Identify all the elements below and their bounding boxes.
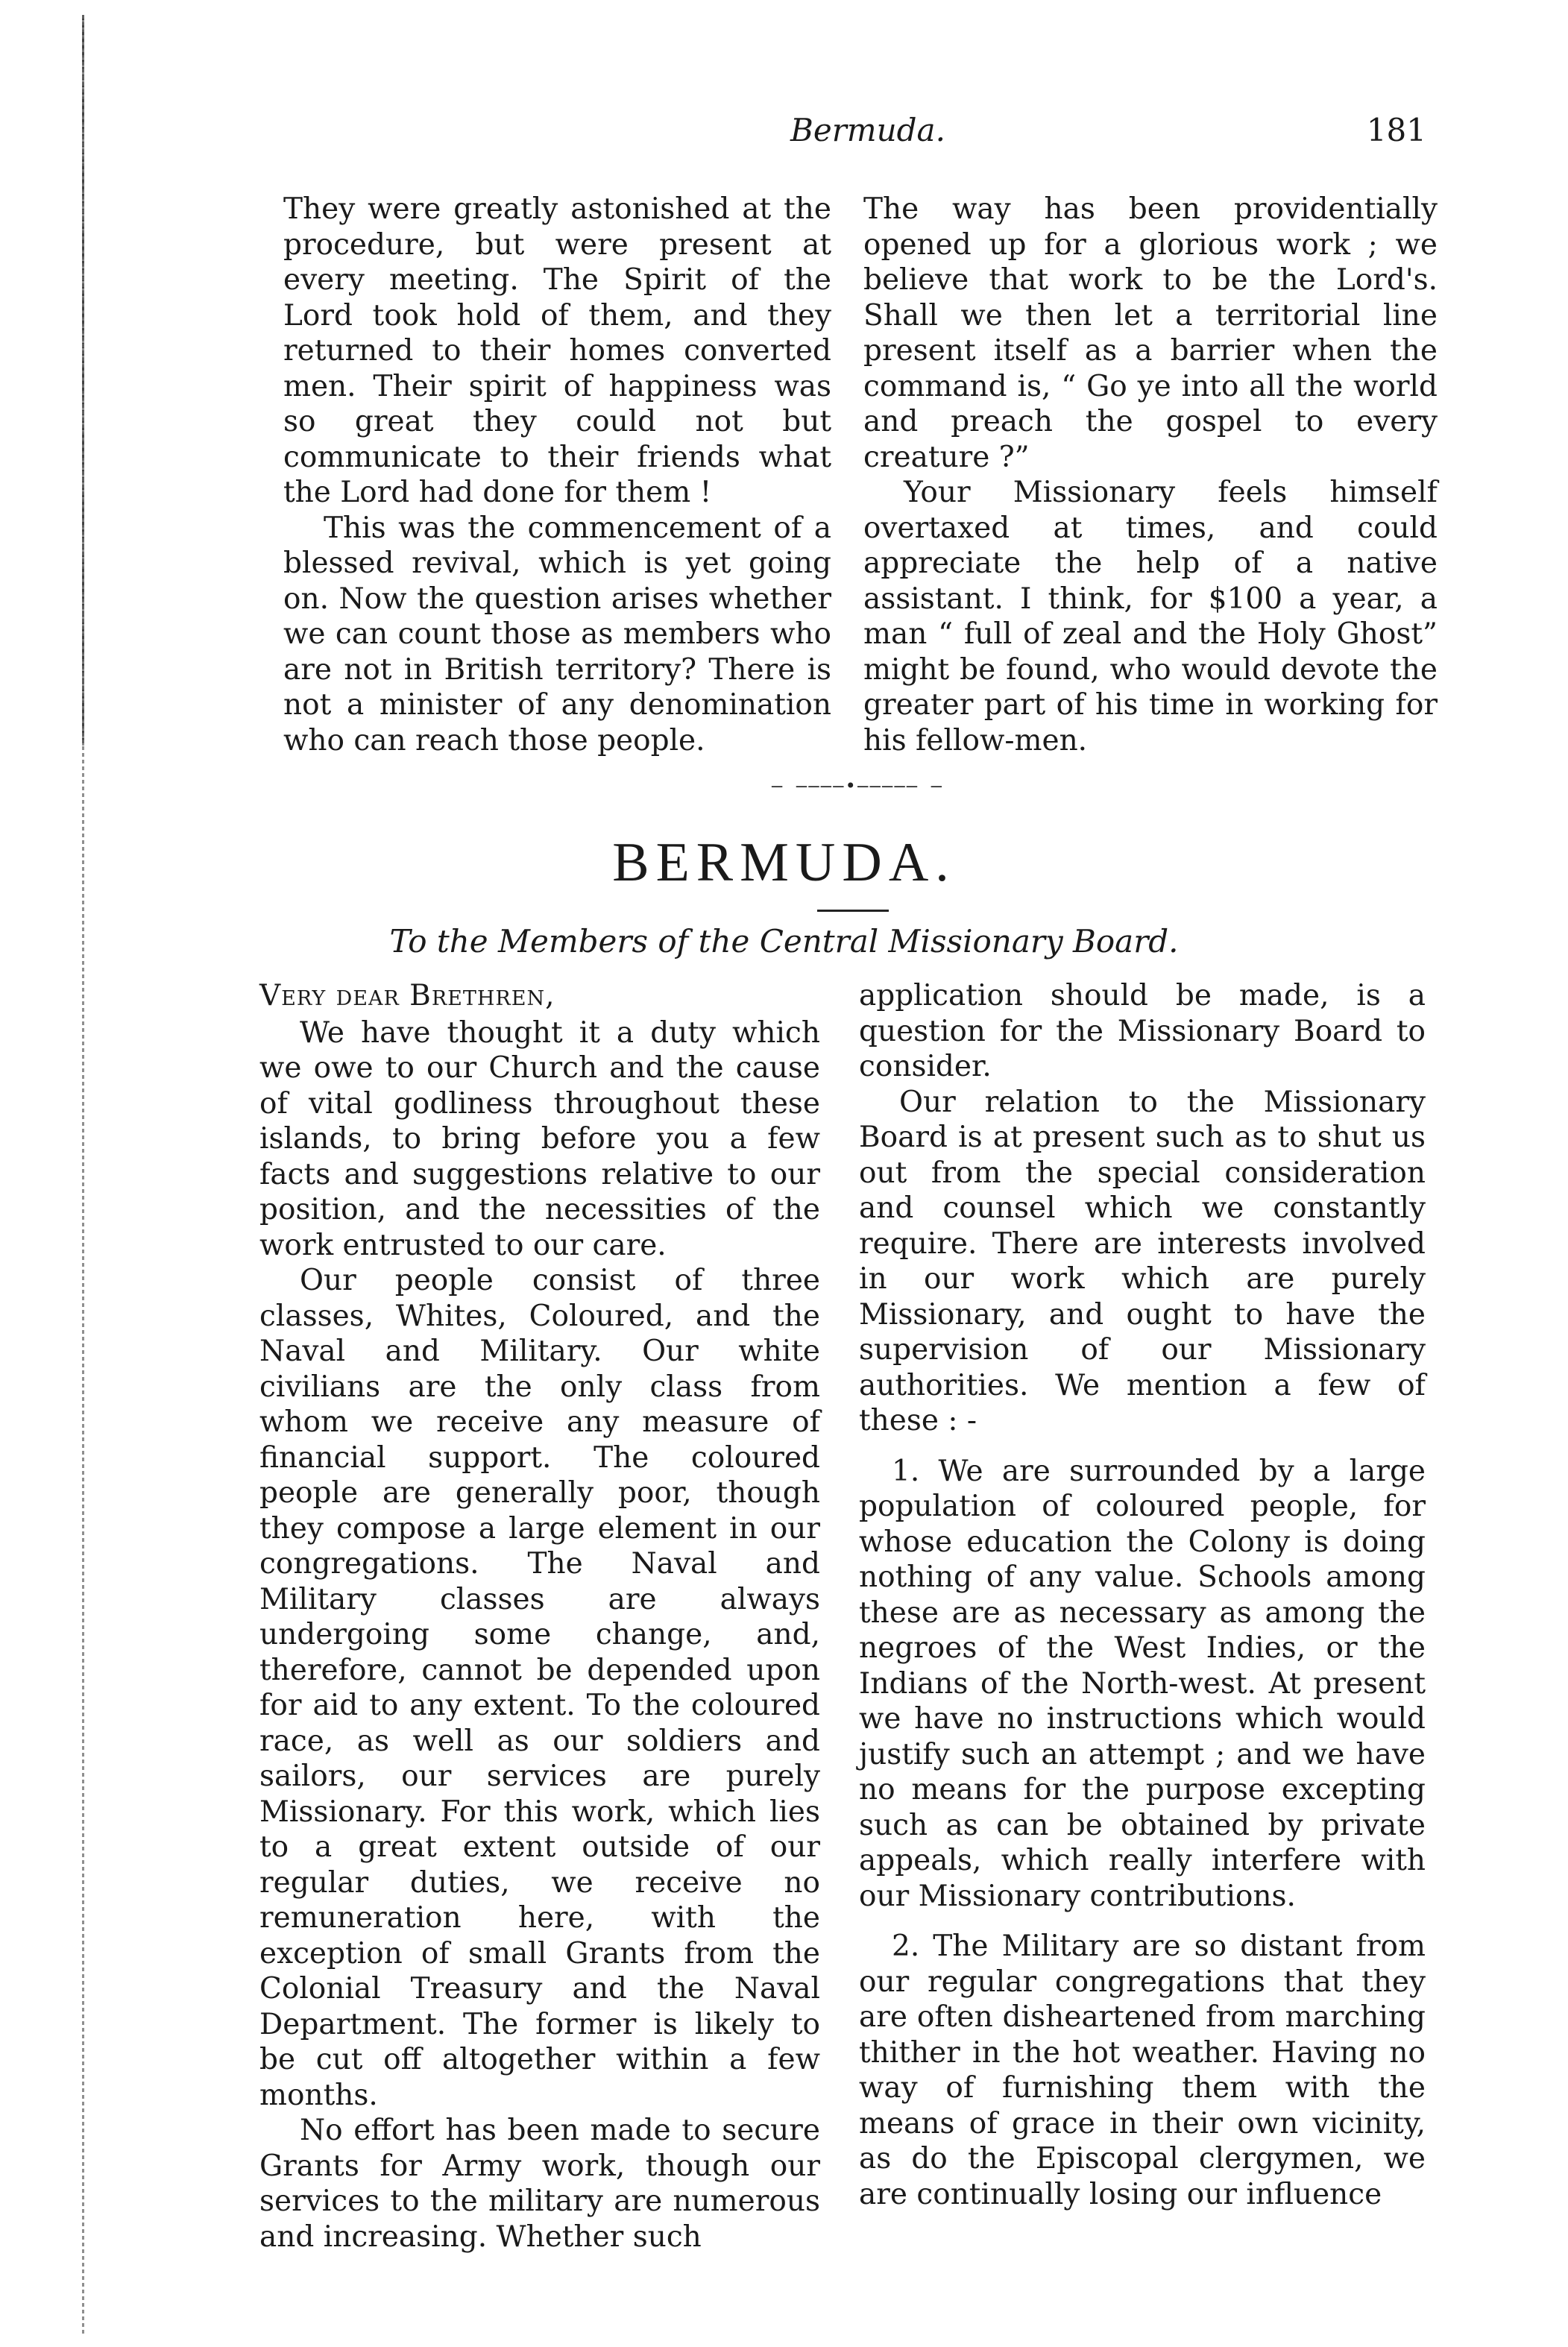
paragraph: The way has been providentially opened up for a glorious work ; we believe that work to be the Lord's. Shall we then let a territorial line present itself as a barrier when the command is, “ Go ye into all the world and preach the gospel to every creature ?” — [863, 192, 1438, 474]
running-head — [276, 112, 1434, 157]
paragraph: They were greatly astonished at the procedure, but were present at every meeting. The Spirit of the Lord took hold of them, and they returned to their homes converted men. Their spirit of happiness was so great they could not but communicate to their friends what the Lord had done for them ! — [283, 192, 831, 509]
paragraph: This was the commencement of a blessed revival, which is yet going on. Now the question arises whether we can count those as members who are not in British territory? There is not a minister of any denomination who can reach those people. — [283, 511, 831, 757]
title-rule — [817, 910, 889, 912]
top-left-column — [283, 192, 831, 758]
numbered-paragraph: 1. We are surrounded by a large population of coloured people, for whose education the Colony is doing nothing of any value. Schools among these are as necessary as among the negroes of the West Indies, or the Indians of the North-west. At present we have no instructions which would justify such an attempt ; and we have no means for the purpose excepting such as can be obtained by private appeals, which really interfere with our Missionary contributions. — [859, 1454, 1426, 1913]
paragraph: No effort has been made to secure Grants for Army work, though our services to the military are numerous and increasing. Whether such — [259, 2114, 820, 2254]
bottom-left-column — [259, 978, 820, 2255]
paragraph: We have thought it a duty which we owe to our Church and the cause of vital godliness throughout these islands, to bring before you a few facts and suggestions relative to our position, and the necessities of the work entrusted to our care. — [259, 1015, 820, 1262]
section-title: BERMUDA. — [612, 832, 956, 893]
bottom-right-column — [859, 978, 1426, 2212]
page-number: 181 — [1366, 112, 1426, 148]
ornamental-divider: — –——–•—–——– — — [771, 775, 944, 796]
paragraph: Your Missionary feels himself overtaxed at times, and could appreciate the help of a native assistant. I think, for $100 a year, a man “ full of zeal and the Holy Ghost” might be found, who would devote the greater part of his time in working for his fellow-men. — [863, 476, 1438, 757]
paragraph: application should be made, is a question for the Missionary Board to consider. — [859, 979, 1426, 1083]
numbered-paragraph: 2. The Military are so distant from our regular congregations that they are often disheartened from marching thither in the hot weather. Having no way of furnishing them with the means of grace in their own vicinity, as do the Episcopal clergymen, we are continually losing our influence — [859, 1929, 1426, 2211]
salutation: Very dear Brethren, — [259, 979, 555, 1012]
top-right-column — [863, 192, 1438, 758]
paragraph: Our people consist of three classes, Whites, Coloured, and the Naval and Military. Our white civilians are the only class from whom we receive any measure of financial support. The coloured people are generally poor, though they compose a large element in our congregations. The Naval and Military classes are always undergoing some change, and, therefore, cannot be depended upon for aid to any extent. To the coloured race, as well as our soldiers and sailors, our services are purely Missionary. For this work, which lies to a great extent outside of our regular duties, we receive no remuneration here, with the exception of small Grants from the Colonial Treasury and the Naval Department. The former is likely to be cut off altogether within a few months. — [259, 1264, 820, 2112]
binding-edge-dashes — [82, 15, 84, 2334]
running-head-title: Bermuda. — [790, 112, 945, 148]
section-subtitle: To the Members of the Central Missionary Board. — [389, 923, 1179, 960]
paragraph: Our relation to the Missionary Board is at present such as to shut us out from the special consideration and counsel which we constantly require. There are interests involved in our work which are purely Missionary, and ought to have the supervision of our Missionary authorities. We mention a few of these : - — [859, 1085, 1426, 1437]
